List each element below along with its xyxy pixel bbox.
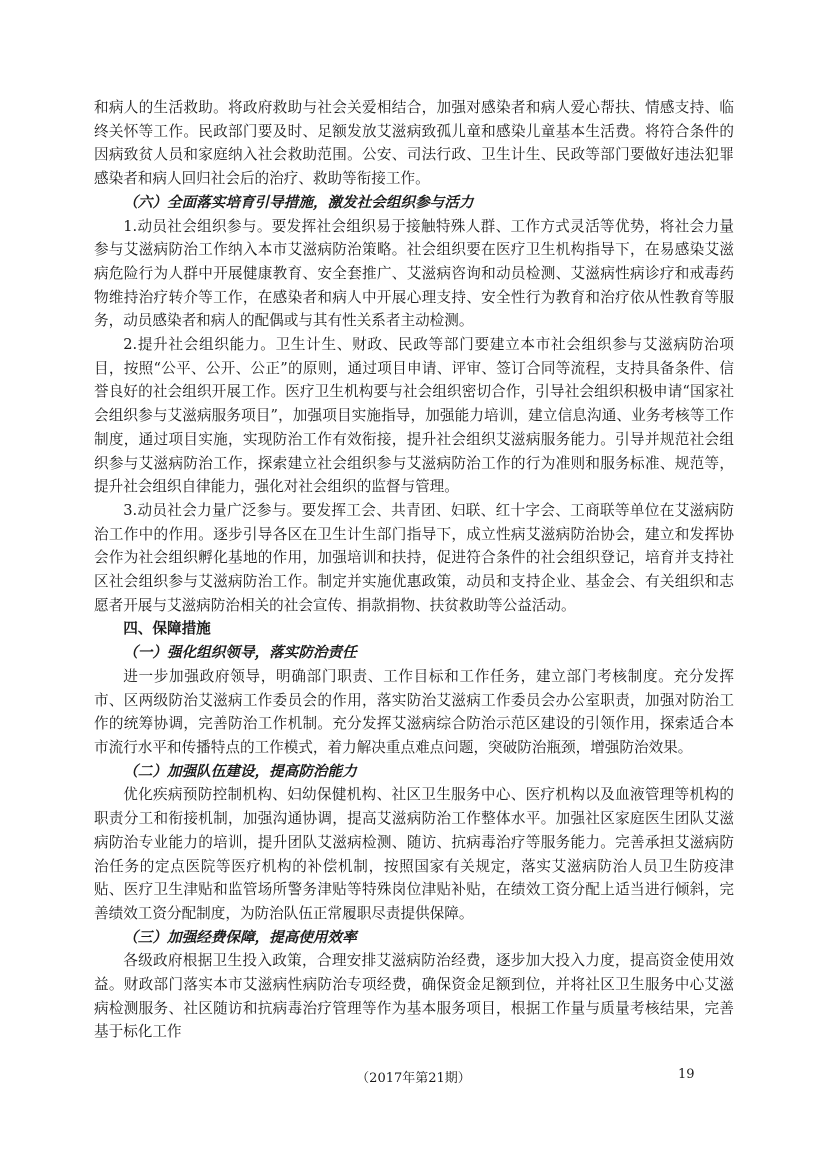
paragraph-funding: 各级政府根据卫生投入政策，合理安排艾滋病防治经费，逐步加大投入力度，提高资金使用效益。财政部门落实本市艾滋病性病防治专项经费，确保资金足额到位，并将社区卫生服务中心艾滋病检测服务、社区随访和抗病毒治疗管理等作为基本服务项目，根据工作量与质量考核结果，完善基于标化工作 — [94, 952, 734, 1041]
section-heading-guarantees: 四、保障措施 — [123, 620, 211, 638]
subheading-three: （三）加强经费保障，提高使用效率 — [123, 928, 357, 946]
issue-label: （2017年第21期） — [356, 1071, 471, 1086]
paragraph-team-building: 优化疾病预防控制机构、妇幼保健机构、社区卫生服务中心、医疗机构以及血液管理等机构的职责分工和衔接机制，加强沟通协调，提高艾滋病防治工作整体水平。加强社区家庭医生团队艾滋病防治专业能力的培训，提升团队艾滋病检测、随访、抗病毒治疗等服务能力。完善承担艾滋病防治任务的定点医院等医疗机构的补偿机制，按照国家有关规定，落实艾滋病防治人员卫生防疫津贴、医疗卫生津贴和监管场所警务津贴等特殊岗位津贴补贴，在绩效工资分配上适当进行倾斜，完善绩效工资分配制度，为防治队伍正常履职尽责提供保障。 — [94, 786, 734, 922]
document-body — [94, 96, 734, 1044]
paragraph-mobilize-organizations: 1.动员社会组织参与。要发挥社会组织易于接触特殊人群、工作方式灵活等优势，将社会力量参与艾滋病防治工作纳入本市艾滋病防治策略。社会组织要在医疗卫生机构指导下，在易感染艾滋病危险行为人群中开展健康教育、安全套推广、艾滋病咨询和动员检测、艾滋病性病诊疗和戒毒药物维持治疗转介等工作，在感染者和病人中开展心理支持、安全性行为教育和治疗依从性教育等服务，动员感染者和病人的配偶或与其有性关系者主动检测。 — [94, 217, 734, 330]
subheading-one: （一）强化组织领导，落实防治责任 — [123, 644, 357, 662]
paragraph-leadership: 进一步加强政府领导，明确部门职责、工作目标和工作任务，建立部门考核制度。充分发挥市、区两级防治艾滋病工作委员会的作用，落实防治艾滋病工作委员会办公室职责，加强对防治工作的统筹协调，完善防治工作机制。充分发挥艾滋病综合防治示范区建设的引领作用，探索适合本市流行水平和传播特点的工作模式，着力解决重点难点问题，突破防治瓶颈，增强防治效果。 — [94, 667, 734, 756]
paragraph-social-assistance: 和病人的生活救助。将政府救助与社会关爱相结合，加强对感染者和病人爱心帮扶、情感支持、临终关怀等工作。民政部门要及时、足额发放艾滋病致孤儿童和感染儿童基本生活费。将符合条件的因病致贫人员和家庭纳入社会救助范围。公安、司法行政、卫生计生、民政等部门要做好违法犯罪感染者和病人回归社会后的治疗、救助等衔接工作。 — [94, 99, 734, 188]
subheading-six: （六）全面落实培育引导措施，激发社会组织参与活力 — [123, 193, 474, 211]
page-number: 19 — [678, 1067, 695, 1082]
paragraph-improve-capacity: 2.提升社会组织能力。卫生计生、财政、民政等部门要建立本市社会组织参与艾滋病防治项目，按照“公平、公开、公正”的原则，通过项目申请、评审、签订合同等流程，支持具备条件、信誉良好的社会组织开展工作。医疗卫生机构要与社会组织密切合作，引导社会组织积极申请“国家社会组织参与艾滋病服务项目”，加强项目实施指导，加强能力培训，建立信息沟通、业务考核等工作制度，通过项目实施，实现防治工作有效衔接，提升社会组织艾滋病服务能力。引导并规范社会组织参与艾滋病防治工作，探索建立社会组织参与艾滋病防治工作的行为准则和服务标准、规范等，提升社会组织自律能力，强化对社会组织的监督与管理。 — [94, 336, 734, 496]
subheading-two: （二）加强队伍建设，提高防治能力 — [123, 762, 357, 780]
page-footer — [0, 1067, 827, 1087]
paragraph-social-forces: 3.动员社会力量广泛参与。要发挥工会、共青团、妇联、红十字会、工商联等单位在艾滋病防治工作中的作用。逐步引导各区在卫生计生部门指导下，成立性病艾滋病防治协会，建立和发挥协会作为社会组织孵化基地的作用，加强培训和扶持，促进符合条件的社会组织登记，培育并支持社区社会组织参与艾滋病防治工作。制定并实施优惠政策，动员和支持企业、基金会、有关组织和志愿者开展与艾滋病防治相关的社会宣传、捐款捐物、扶贫救助等公益活动。 — [94, 501, 734, 614]
